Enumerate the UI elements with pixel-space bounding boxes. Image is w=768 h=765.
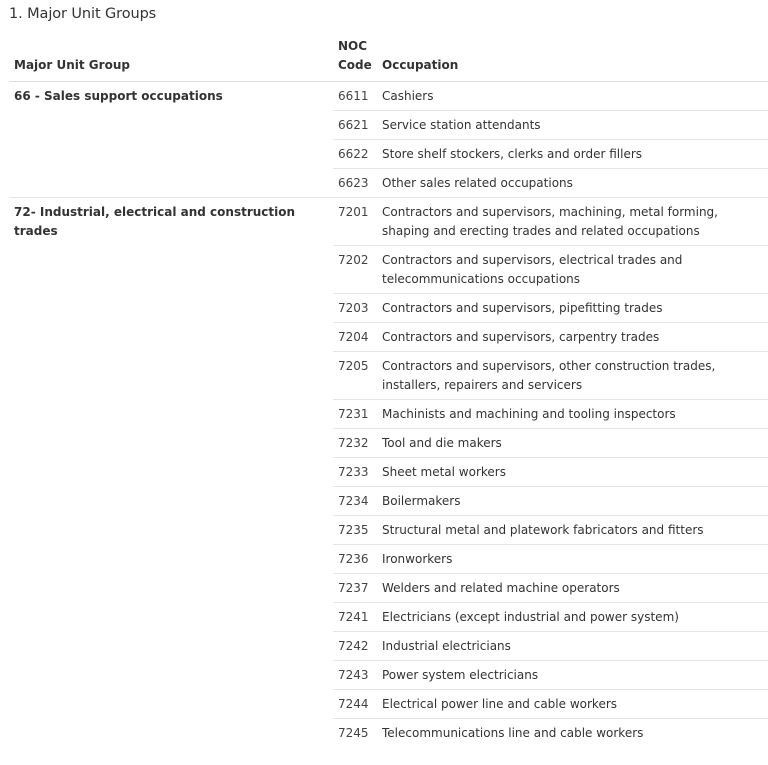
noc-code-cell: 7203 [333,294,377,323]
header-noc-code: NOC Code [333,36,377,82]
occupation-cell: Tool and die makers [377,429,768,458]
occupation-cell: Electricians (except industrial and power system) [377,603,768,632]
noc-code-cell: 7244 [333,690,377,719]
noc-code-cell: 6622 [333,140,377,169]
table-row [9,82,768,111]
noc-code-cell: 7242 [333,632,377,661]
occupation-cell: Boilermakers [377,487,768,516]
occupation-cell: Contractors and supervisors, electrical trades and telecommunications occupations [377,246,768,294]
noc-code-cell: 7245 [333,719,377,748]
occupation-cell: Contractors and supervisors, pipefitting trades [377,294,768,323]
noc-code-cell: 7202 [333,246,377,294]
noc-code-cell: 7233 [333,458,377,487]
noc-code-cell: 7243 [333,661,377,690]
major-unit-group-cell: 72- Industrial, electrical and construction trades [9,198,333,748]
occupation-cell: Contractors and supervisors, machining, metal forming, shaping and erecting trades and related occupations [377,198,768,246]
table-row [9,198,768,246]
noc-code-cell: 7236 [333,545,377,574]
occupation-cell: Machinists and machining and tooling inspectors [377,400,768,429]
occupation-cell: Ironworkers [377,545,768,574]
noc-code-cell: 7232 [333,429,377,458]
occupation-cell: Welders and related machine operators [377,574,768,603]
noc-table [9,36,768,747]
noc-code-cell: 7201 [333,198,377,246]
occupation-cell: Industrial electricians [377,632,768,661]
occupation-cell: Structural metal and platework fabricators and fitters [377,516,768,545]
header-occupation: Occupation [377,36,768,82]
noc-code-cell: 7204 [333,323,377,352]
noc-code-cell: 7237 [333,574,377,603]
occupation-cell: Other sales related occupations [377,169,768,198]
noc-code-cell: 7235 [333,516,377,545]
occupation-cell: Electrical power line and cable workers [377,690,768,719]
major-unit-group-cell: 66 - Sales support occupations [9,82,333,198]
occupation-cell: Sheet metal workers [377,458,768,487]
table-header-row [9,36,768,82]
occupation-cell: Telecommunications line and cable workers [377,719,768,748]
occupation-cell: Power system electricians [377,661,768,690]
noc-code-cell: 7234 [333,487,377,516]
table-body [9,82,768,748]
occupation-cell: Contractors and supervisors, carpentry trades [377,323,768,352]
occupation-cell: Cashiers [377,82,768,111]
page-title: 1. Major Unit Groups [9,6,157,22]
noc-code-cell: 7241 [333,603,377,632]
header-major-unit-group: Major Unit Group [9,36,333,82]
noc-code-cell: 6623 [333,169,377,198]
occupation-cell: Service station attendants [377,111,768,140]
noc-code-cell: 6621 [333,111,377,140]
occupation-cell: Store shelf stockers, clerks and order fillers [377,140,768,169]
noc-code-cell: 7231 [333,400,377,429]
noc-code-cell: 6611 [333,82,377,111]
occupation-cell: Contractors and supervisors, other construction trades, installers, repairers and servicers [377,352,768,400]
noc-code-cell: 7205 [333,352,377,400]
